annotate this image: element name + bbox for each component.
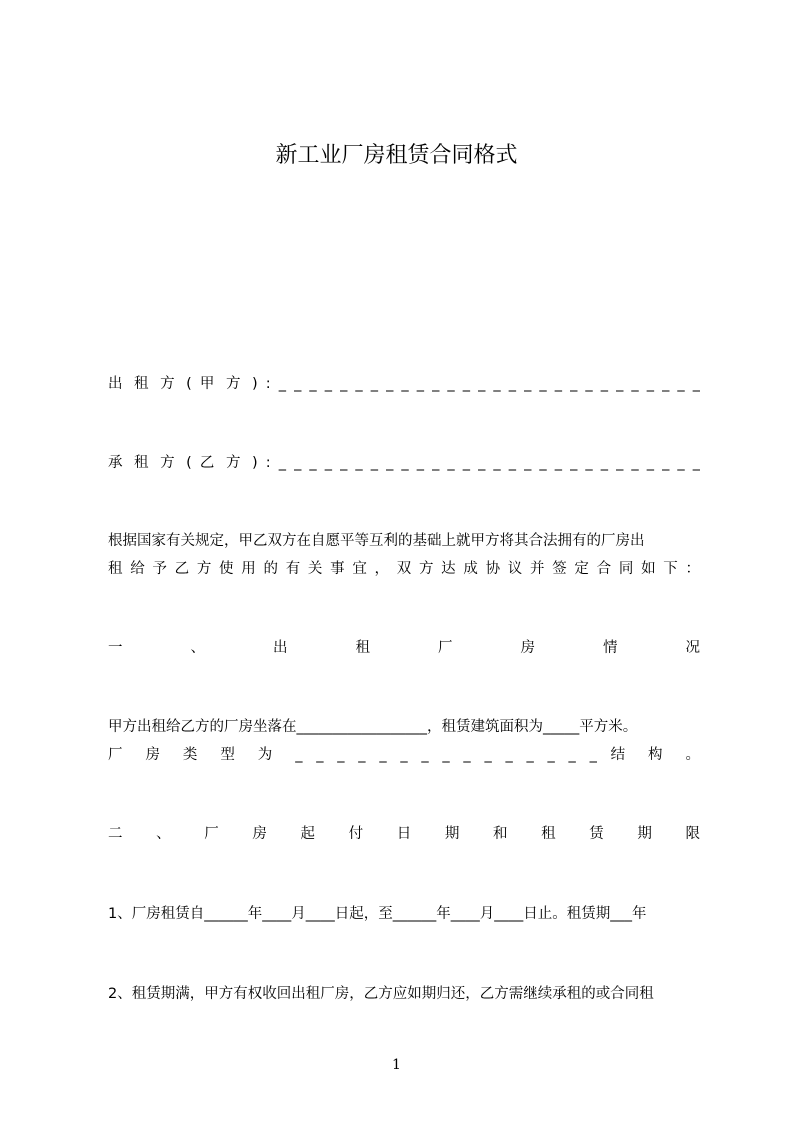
- section-2-heading: 二 、 厂 房 起 付 日 期 和 租 赁 期 限: [108, 826, 700, 842]
- section-1-body-line-2: 厂 房 类 型 为 _ _ _ _ _ _ _ _ _ _ _ _ _ _ _ 结 构 。: [108, 747, 700, 763]
- preamble-line-2: 租 给 予 乙 方 使 用 的 有 关 事 宜 ， 双 方 达 成 协 议 并 签 定 合 同 如 下 ：: [108, 561, 700, 577]
- document-title: 新工业厂房租赁合同格式: [275, 143, 518, 168]
- section-1-heading: 一 、 出 租 厂 房 情 况: [108, 640, 700, 656]
- lessee-line: 承 租 方 ( 乙 方 ) : _ _ _ _ _ _ _ _ _ _ _ _ _ _ _ _ _ _ _ _ _ _ _ _ _ _ _ _: [108, 455, 700, 471]
- clause-2: 2、租赁期满，甲方有权收回出租厂房，乙方应如期归还，乙方需继续承租的或合同租: [108, 986, 654, 1002]
- clause-1: 1、厂房租赁自______年____月____日起，至______年____月____日止。租赁期___年: [108, 906, 647, 922]
- page-number: 1: [392, 1057, 401, 1073]
- section-1-body-line-1: 甲方出租给乙方的厂房坐落在__________________，租赁建筑面积为_____平方米。: [108, 719, 638, 735]
- lessor-line: 出 租 方 ( 甲 方 ) : _ _ _ _ _ _ _ _ _ _ _ _ _ _ _ _ _ _ _ _ _ _ _ _ _ _ _ _: [108, 376, 700, 392]
- preamble-line-1: 根据国家有关规定，甲乙双方在自愿平等互利的基础上就甲方将其合法拥有的厂房出: [108, 533, 645, 549]
